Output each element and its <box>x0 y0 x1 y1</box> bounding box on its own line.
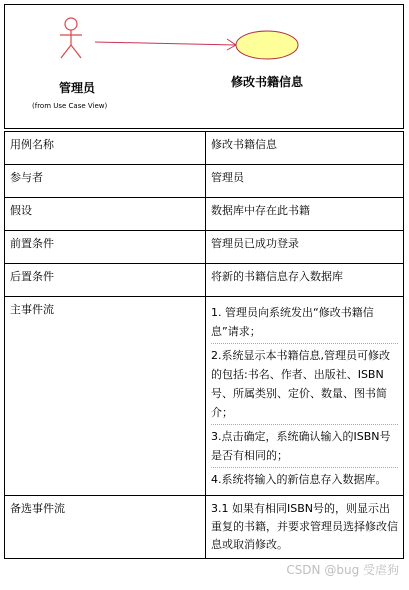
row-key: 参与者 <box>5 165 206 198</box>
table-row <box>5 198 404 231</box>
row-key: 假设 <box>5 198 206 231</box>
actor-note: (from Use Case View) <box>32 102 108 110</box>
flow-step: 3.点击确定，系统确认输入的ISBN号是否有相同的； <box>211 425 398 468</box>
flow-step: 4.系统将输入的新信息存入数据库。 <box>211 473 387 486</box>
use-case-ellipse <box>236 31 298 59</box>
row-value: 管理员 <box>206 165 404 198</box>
alt-flow-value: 3.1 如果有相同ISBN号的，则显示出重复的书籍，并要求管理员选择修改信息或取消修改。 <box>206 496 404 559</box>
table-row-main-flow <box>5 297 404 496</box>
watermark: CSDN @bug 受虐狗 <box>286 563 399 577</box>
association-arrow <box>95 39 236 50</box>
flow-step: 2.系统显示本书籍信息,管理员可修改的包括:书名、作者、出版社、ISBN号、所属类别、定价、数量、图书简介； <box>211 344 398 425</box>
use-case-diagram <box>4 4 404 129</box>
table-row <box>5 132 404 165</box>
row-key: 备选事件流 <box>5 496 206 559</box>
row-key: 后置条件 <box>5 264 206 297</box>
table-row <box>5 165 404 198</box>
row-key: 用例名称 <box>5 132 206 165</box>
row-value: 管理员已成功登录 <box>206 231 404 264</box>
table-row-alt-flow <box>5 496 404 559</box>
flow-step: 1. 管理员向系统发出“修改书籍信息”请求； <box>211 301 398 344</box>
actor-icon <box>60 18 82 58</box>
use-case-label: 修改书籍信息 <box>231 75 304 89</box>
table-row <box>5 231 404 264</box>
table-row <box>5 264 404 297</box>
use-case-table <box>4 131 404 559</box>
row-key: 前置条件 <box>5 231 206 264</box>
row-value: 修改书籍信息 <box>206 132 404 165</box>
row-value: 数据库中存在此书籍 <box>206 198 404 231</box>
actor-label: 管理员 <box>59 81 96 95</box>
main-flow-steps <box>206 297 404 496</box>
row-value: 将新的书籍信息存入数据库 <box>206 264 404 297</box>
row-key: 主事件流 <box>5 297 206 496</box>
